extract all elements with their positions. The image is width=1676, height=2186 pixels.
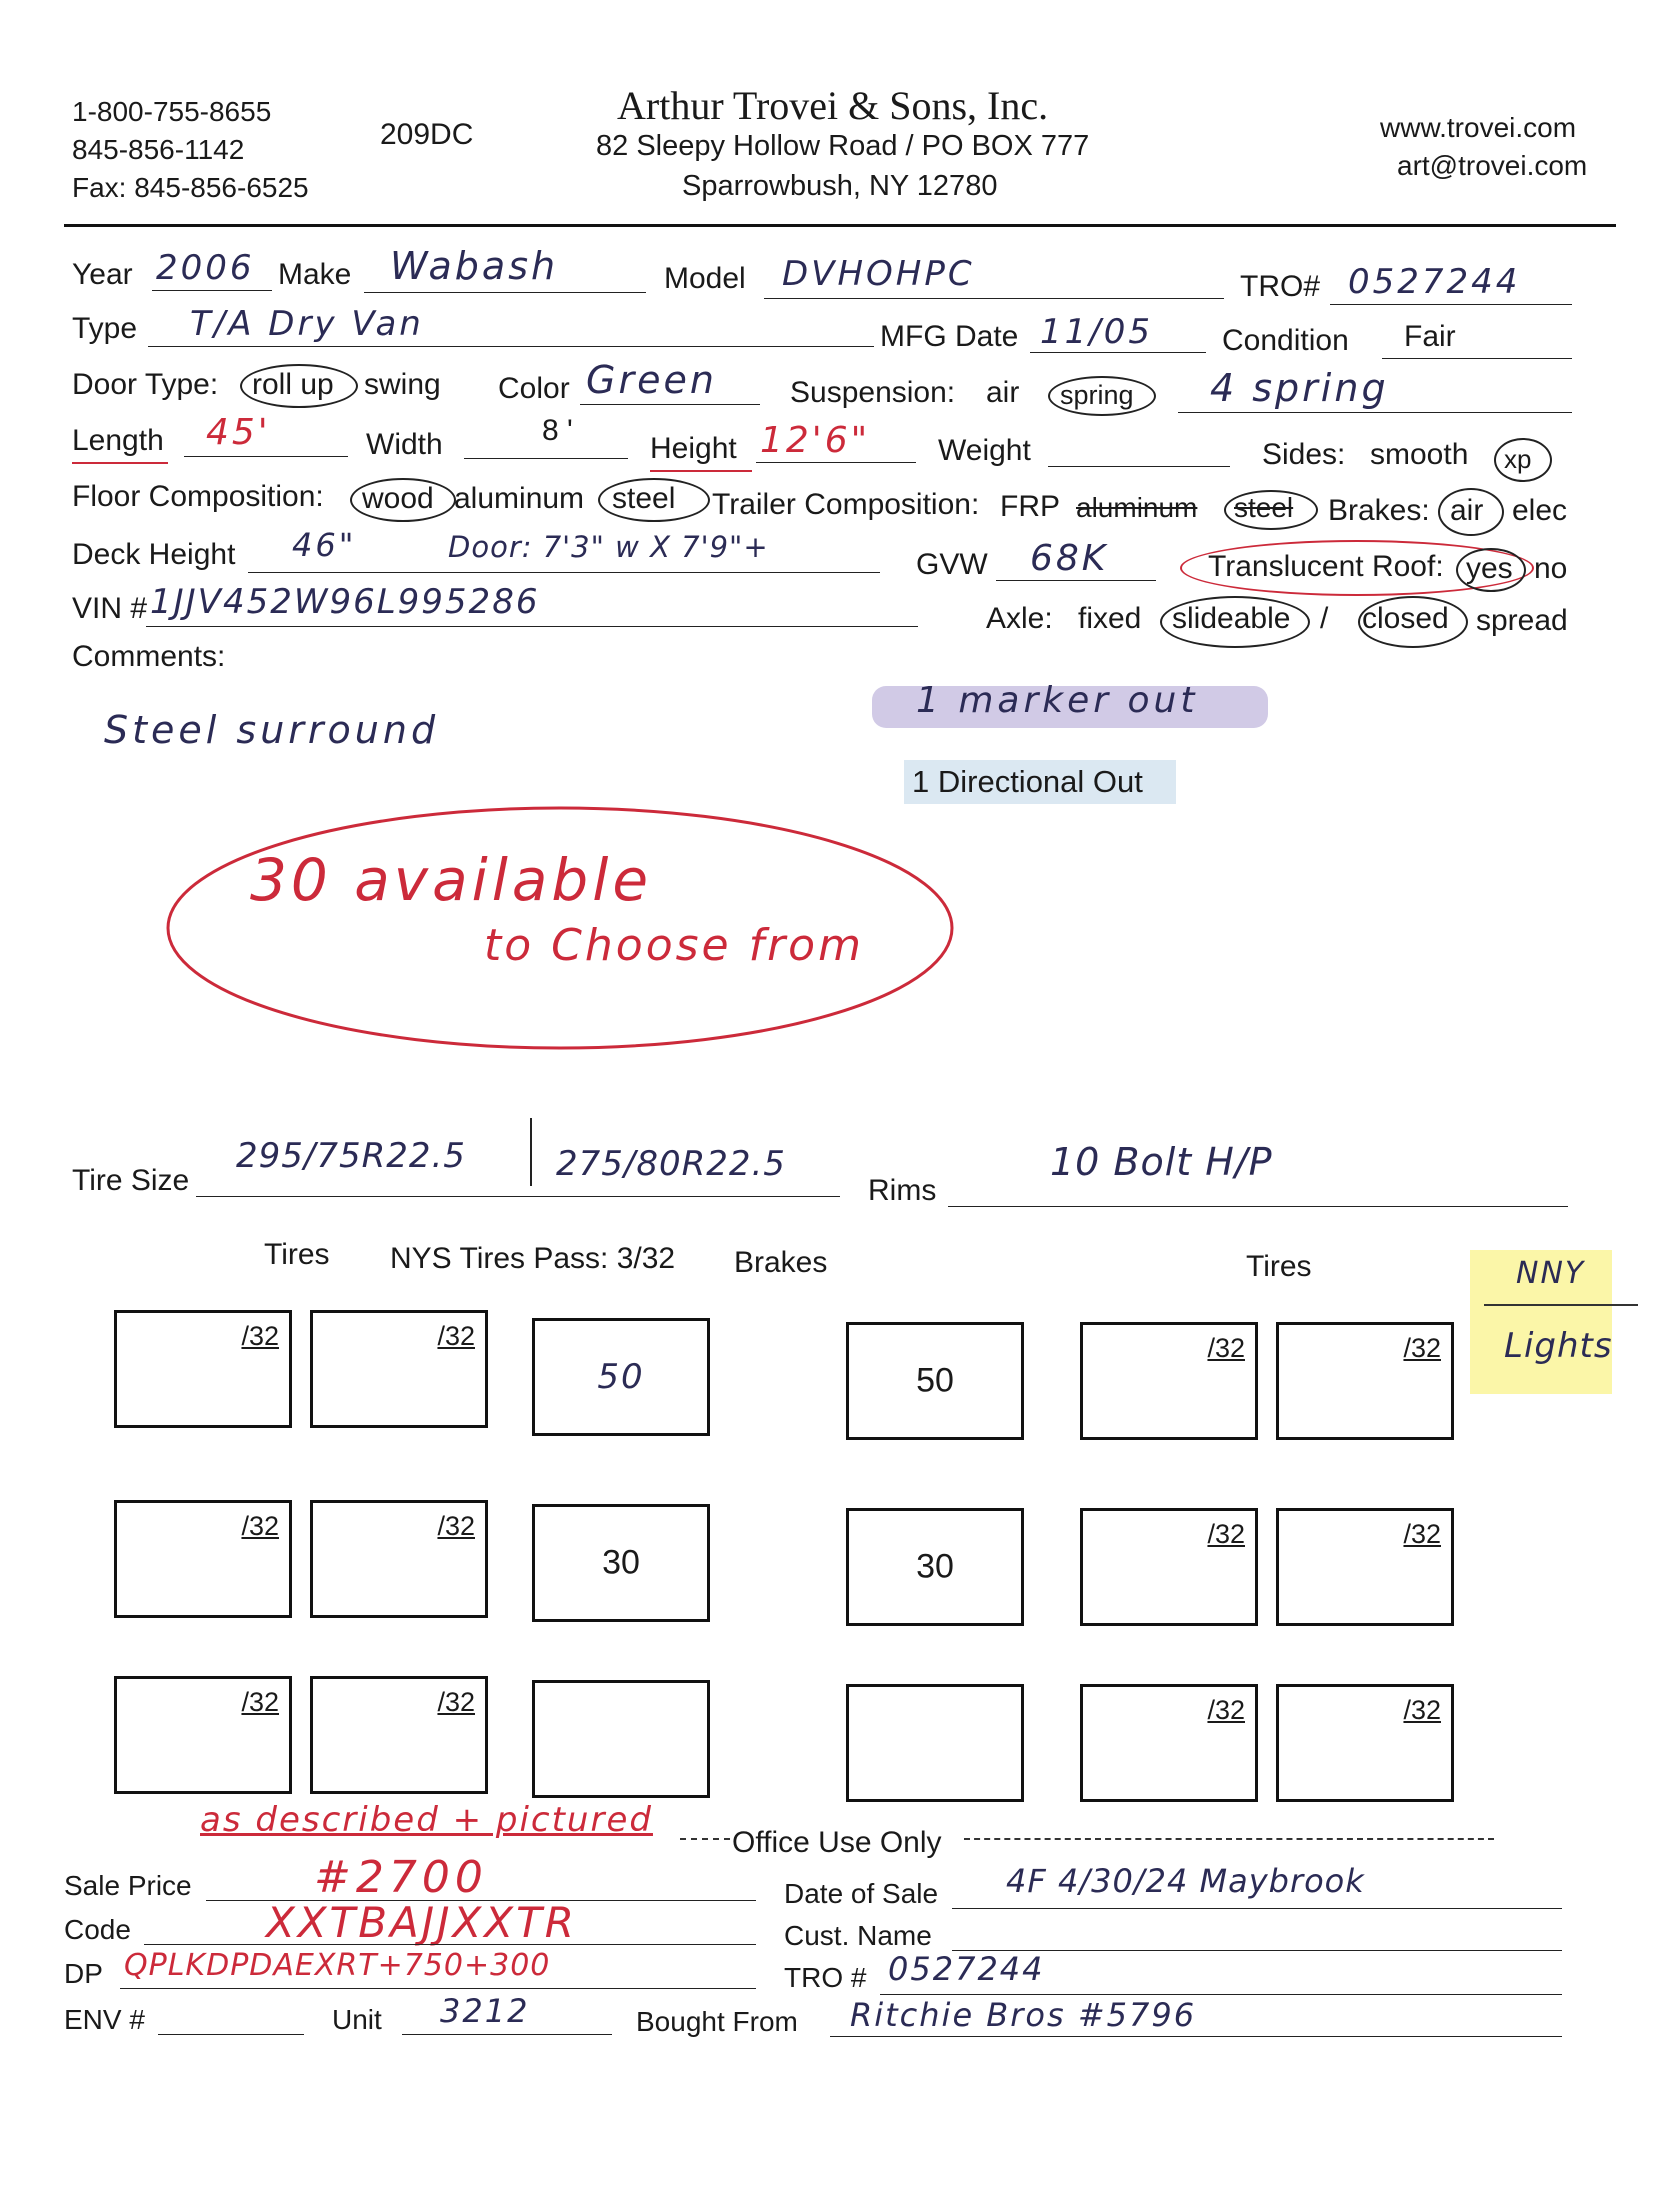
- year-value: 2006: [156, 248, 255, 288]
- dp-value: QPLKDPDAEXRT+750+300: [124, 1948, 551, 1983]
- vin-value: 1JJV452W96L995286: [150, 582, 540, 622]
- brakes-option-elec: elec: [1512, 494, 1568, 527]
- condition-value: Fair: [1404, 320, 1456, 353]
- sides-option-smooth: smooth: [1370, 438, 1469, 471]
- brake-box-left-3[interactable]: [532, 1680, 710, 1798]
- mfg-value: 11/05: [1040, 312, 1153, 352]
- nys-pass-header: NYS Tires Pass: 3/32: [390, 1242, 676, 1275]
- sides-label: Sides:: [1262, 438, 1346, 471]
- trailer-option-steel: steel: [1234, 492, 1294, 523]
- tire-box-right-outer-2[interactable]: /32: [1276, 1508, 1454, 1626]
- tire-box-left-inner-1[interactable]: /32: [310, 1310, 488, 1428]
- rims-value: 10 Bolt H/P: [1050, 1140, 1273, 1184]
- type-label: Type: [72, 312, 138, 345]
- brakes-option-air: air: [1450, 494, 1484, 527]
- brake-box-right-2[interactable]: 30: [846, 1508, 1024, 1626]
- length-label: Length: [72, 424, 164, 457]
- email: art@trovei.com: [1397, 150, 1588, 181]
- door-option-roll-up: roll up: [252, 368, 334, 401]
- tire-box-right-inner-2[interactable]: /32: [1080, 1508, 1258, 1626]
- tire-box-right-inner-3[interactable]: /32: [1080, 1684, 1258, 1802]
- floor-option-wood: wood: [362, 482, 434, 515]
- office-tro-label: TRO #: [784, 1962, 867, 1993]
- tire-box-left-inner-2[interactable]: /32: [310, 1500, 488, 1618]
- phone-2: 845-856-1142: [72, 134, 245, 165]
- roof-option-yes: yes: [1466, 552, 1513, 585]
- side-note-lights: Lights: [1504, 1326, 1613, 1366]
- height-label: Height: [650, 432, 737, 465]
- tire-box-right-outer-1[interactable]: /32: [1276, 1322, 1454, 1440]
- as-described-note: as described + pictured: [200, 1800, 653, 1840]
- unit-value: 3212: [440, 1992, 530, 2030]
- side-note-nny: NNY: [1516, 1256, 1586, 1291]
- office-use-label: Office Use Only: [732, 1826, 942, 1859]
- tire-box-left-outer-2[interactable]: /32: [114, 1500, 292, 1618]
- env-label: ENV #: [64, 2004, 145, 2035]
- tire-box-right-outer-3[interactable]: /32: [1276, 1684, 1454, 1802]
- address-line-1: 82 Sleepy Hollow Road / PO BOX 777: [596, 130, 1090, 162]
- brake-box-right-1[interactable]: 50: [846, 1322, 1024, 1440]
- brakes-label: Brakes:: [1328, 494, 1430, 527]
- header-rule: [64, 224, 1616, 227]
- website: www.trovei.com: [1380, 112, 1577, 143]
- axle-option-fixed: fixed: [1078, 602, 1142, 635]
- floor-option-steel: steel: [612, 482, 676, 515]
- door-option-swing: swing: [364, 368, 441, 401]
- right-tires-header: Tires: [1246, 1250, 1312, 1283]
- brakes-header: Brakes: [734, 1246, 828, 1279]
- code-label: Code: [64, 1914, 131, 1945]
- gvw-label: GVW: [916, 548, 988, 581]
- rims-label: Rims: [868, 1174, 937, 1207]
- brake-box-right-3[interactable]: [846, 1684, 1024, 1802]
- trailer-label: Trailer Composition:: [712, 488, 980, 521]
- comment-directional-out: 1 Directional Out: [912, 764, 1143, 799]
- suspension-value: 4 spring: [1210, 366, 1389, 410]
- width-label: Width: [366, 428, 443, 461]
- tire-size-label: Tire Size: [72, 1164, 190, 1197]
- tire-size-2: 275/80R22.5: [556, 1144, 786, 1184]
- color-value: Green: [586, 358, 717, 402]
- form-code: 209DC: [380, 118, 474, 151]
- width-value: 8 ': [542, 414, 573, 447]
- brake-box-left-2[interactable]: 30: [532, 1504, 710, 1622]
- comments-label: Comments:: [72, 640, 226, 673]
- sides-option-xp: xp: [1504, 444, 1532, 474]
- gvw-value: 68K: [1030, 538, 1109, 579]
- length-value: 45': [206, 412, 271, 453]
- axle-option-slideable: slideable: [1172, 602, 1291, 635]
- left-tires-header: Tires: [264, 1238, 330, 1271]
- dp-label: DP: [64, 1958, 103, 1989]
- bought-from-value: Ritchie Bros #5796: [850, 1996, 1197, 2034]
- date-of-sale-label: Date of Sale: [784, 1878, 939, 1909]
- tire-box-left-outer-3[interactable]: /32: [114, 1676, 292, 1794]
- make-value: Wabash: [390, 244, 559, 288]
- tire-box-left-inner-3[interactable]: /32: [310, 1676, 488, 1794]
- axle-label: Axle:: [986, 602, 1053, 635]
- condition-label: Condition: [1222, 324, 1349, 357]
- make-label: Make: [278, 258, 352, 291]
- deck-height-label: Deck Height: [72, 538, 236, 571]
- mfg-label: MFG Date: [880, 320, 1019, 353]
- type-value: T/A Dry Van: [190, 304, 424, 344]
- circled-note-line-2: to Choose from: [484, 920, 864, 971]
- axle-option-spread: spread: [1476, 604, 1568, 637]
- sale-price-value: #2700: [314, 1852, 488, 1903]
- sale-price-label: Sale Price: [64, 1870, 192, 1901]
- comment-steel-surround: Steel surround: [104, 708, 440, 752]
- tro-value: 0527244: [1348, 262, 1521, 302]
- tire-size-1: 295/75R22.5: [236, 1136, 466, 1176]
- bought-from-label: Bought From: [636, 2006, 798, 2037]
- suspension-option-air: air: [986, 376, 1020, 409]
- color-label: Color: [498, 372, 570, 405]
- door-dimensions: Door: 7'3" w X 7'9"+: [448, 530, 769, 564]
- code-value: XXTBAJJXXTR: [266, 1898, 577, 1947]
- unit-label: Unit: [332, 2004, 382, 2035]
- axle-separator: /: [1320, 602, 1329, 635]
- brake-box-left-1[interactable]: 50: [532, 1318, 710, 1436]
- circled-note-line-1: 30 available: [250, 846, 653, 914]
- door-type-label: Door Type:: [72, 368, 219, 401]
- office-tro-value: 0527244: [888, 1950, 1045, 1988]
- trailer-option-aluminum: aluminum: [1076, 492, 1198, 523]
- floor-option-aluminum: aluminum: [454, 482, 585, 515]
- tire-box-left-outer-1[interactable]: /32: [114, 1310, 292, 1428]
- height-value: 12'6": [760, 420, 871, 461]
- comment-marker-out: 1 marker out: [916, 680, 1199, 721]
- phone-1: 1-800-755-8655: [72, 96, 272, 127]
- tire-box-right-inner-1[interactable]: /32: [1080, 1322, 1258, 1440]
- vin-label: VIN #: [72, 592, 148, 625]
- floor-label: Floor Composition:: [72, 480, 324, 513]
- tro-label: TRO#: [1240, 270, 1321, 303]
- cust-name-label: Cust. Name: [784, 1920, 932, 1951]
- trailer-option-frp: FRP: [1000, 490, 1060, 523]
- year-label: Year: [72, 258, 133, 291]
- model-value: DVHOHPC: [782, 254, 975, 294]
- axle-option-closed: closed: [1362, 602, 1449, 635]
- date-of-sale-value: 4F 4/30/24 Maybrook: [1006, 1862, 1365, 1900]
- deck-height-value: 46": [292, 526, 357, 564]
- suspension-option-spring: spring: [1060, 380, 1134, 410]
- fax: Fax: 845-856-6525: [72, 172, 309, 203]
- suspension-label: Suspension:: [790, 376, 956, 409]
- weight-label: Weight: [938, 434, 1031, 467]
- address-line-2: Sparrowbush, NY 12780: [682, 170, 998, 202]
- translucent-roof-label: Translucent Roof:: [1208, 550, 1444, 583]
- model-label: Model: [664, 262, 746, 295]
- company-name: Arthur Trovei & Sons, Inc.: [617, 83, 1049, 128]
- roof-option-no: no: [1534, 552, 1568, 585]
